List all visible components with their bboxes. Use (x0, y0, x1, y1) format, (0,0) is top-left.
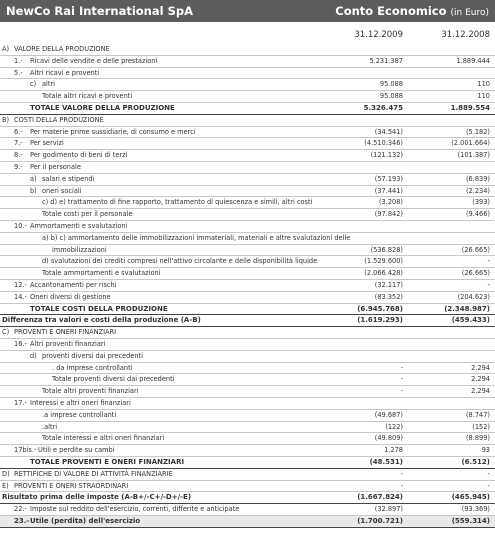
row-label: proventi diversi dai precedenti (42, 351, 143, 360)
table-row (0, 433, 495, 445)
row-label: PROVENTI E ONERI STRAORDINARI (14, 481, 129, 490)
table-row (0, 398, 495, 410)
value-2009: (121.132) (370, 151, 403, 160)
table-row (0, 115, 495, 127)
value-2008: (465.945) (451, 493, 490, 502)
value-2008: (26.665) (461, 245, 490, 254)
table-row (0, 174, 495, 186)
table-row (0, 44, 495, 56)
table-row (0, 162, 495, 174)
value-2008: - (487, 481, 490, 490)
row-label: Ammortamenti e svalutazioni (30, 222, 128, 230)
value-2009: (122) (385, 422, 403, 431)
row-label: immobilizzazioni (52, 245, 107, 254)
row-label: Per servizi (30, 139, 64, 148)
table-row (0, 504, 495, 516)
row-label: Per il personale (30, 163, 81, 171)
row-label: Utile (perdita) dell'esercizio (30, 517, 141, 525)
table-row (0, 79, 495, 91)
value-2009: - (400, 387, 403, 396)
table-row (0, 103, 495, 115)
row-label: Per godimento di beni di terzi (30, 151, 128, 160)
table-row (0, 268, 495, 280)
row-number: 17bis.- (14, 446, 37, 455)
table-row (0, 374, 495, 386)
value-2009: (49.687) (374, 410, 403, 419)
value-2008: (2.001.664) (451, 139, 490, 148)
row-label: oneri sociali (42, 186, 82, 195)
value-2008: 1.889.554 (450, 104, 490, 112)
table-row (0, 186, 495, 198)
value-2008: 110 (477, 80, 490, 89)
table-row (0, 351, 495, 363)
value-2009: (37.441) (374, 186, 403, 195)
value-2008: (152) (472, 422, 490, 431)
row-label: Utili e perdite su cambi (38, 446, 115, 455)
value-2008: (459.433) (451, 316, 490, 325)
table-row (0, 492, 495, 504)
row-label: Totale altri proventi finanziari (42, 387, 139, 396)
row-label: altri (42, 80, 56, 89)
value-2008: 2.294 (471, 363, 490, 372)
value-2008: 93 (481, 446, 490, 455)
row-number: c) (30, 80, 37, 89)
value-2009: (32.897) (374, 505, 403, 514)
row-label: COSTI DELLA PRODUZIONE (14, 115, 104, 124)
column-header-2009: 31.12.2009 (354, 30, 403, 40)
row-number: C) (2, 328, 10, 337)
table-row (0, 386, 495, 398)
row-label: a) b) c) ammortamento delle immobilizzazioni immateriali, materiali e altre svalutazioni delle (42, 233, 351, 242)
row-label: Interessi e altri oneri finanziari (30, 399, 131, 407)
value-2008: (2.348.987) (444, 304, 490, 313)
value-2008: 110 (477, 92, 490, 101)
row-number: E) (2, 481, 9, 490)
value-2009: (1.667.824) (357, 493, 403, 502)
value-2008: - (487, 257, 490, 266)
value-2009: 5.326.475 (363, 104, 403, 112)
value-2008: (9.466) (465, 210, 490, 219)
value-2008: (93.369) (461, 505, 490, 514)
value-2008: (8.747) (465, 410, 490, 419)
table-row (0, 56, 495, 68)
value-2009: 5.231.387 (369, 56, 403, 65)
row-number: 10.- (14, 222, 27, 230)
value-2008: (8.899) (465, 434, 490, 443)
row-number: D) (2, 469, 10, 478)
table-row (0, 457, 495, 469)
table-row (0, 410, 495, 422)
report-header (0, 0, 495, 22)
row-label: Ricavi delle vendite e delle prestazioni (30, 56, 158, 65)
row-label: Totale altri ricavi e proventi (42, 92, 133, 101)
table-row (0, 363, 495, 375)
row-label: TOTALE COSTI DELLA PRODUZIONE (30, 304, 168, 313)
row-label: Per materie prime sussidiarie, di consumo e merci (30, 127, 196, 136)
value-2009: (48.531) (369, 458, 403, 466)
table-row (0, 138, 495, 150)
row-label: Accantonamenti per rischi (30, 281, 117, 289)
value-2009: - (400, 375, 403, 384)
value-2008: (393) (472, 198, 490, 207)
table-row (0, 221, 495, 233)
table-row (0, 422, 495, 434)
currency-unit: (in Euro) (450, 8, 489, 18)
table-row (0, 304, 495, 316)
value-2009: (4.510.346) (364, 139, 403, 148)
company-name: NewCo Rai International SpA (6, 4, 193, 18)
row-number: 6.- (14, 127, 23, 136)
row-number: 7.- (14, 139, 23, 148)
value-2009: (83.352) (374, 292, 403, 301)
row-label: salari e stipendi (42, 174, 95, 183)
row-number: 5.- (14, 68, 23, 77)
value-2009: (6.945.768) (357, 304, 403, 313)
row-number: 14.- (14, 292, 27, 301)
column-headers (0, 30, 495, 42)
row-label: TOTALE VALORE DELLA PRODUZIONE (30, 104, 175, 112)
value-2009: (49.809) (374, 434, 403, 443)
row-label: c) d) e) trattamento di fine rapporto, trattamento di quiescenza e simili, altri costi (42, 198, 313, 207)
row-label: d) svalutazioni dei crediti compresi nell'attivo circolante e delle disponibilità liquide (42, 257, 318, 266)
value-2009: (34.541) (374, 127, 403, 136)
value-2009: (536.828) (370, 245, 403, 254)
table-row (0, 209, 495, 221)
value-2009: (1.619.293) (357, 316, 403, 325)
value-2008: (2.234) (465, 186, 490, 195)
table-row (0, 280, 495, 292)
value-2008: 2.294 (471, 375, 490, 384)
row-number: 23.- (14, 517, 30, 525)
column-header-2008: 31.12.2008 (441, 30, 490, 40)
value-2009: (3.208) (378, 198, 403, 207)
table-row (0, 233, 495, 245)
value-2009: (32.117) (374, 281, 403, 289)
value-2009: 95.088 (379, 80, 403, 89)
table-row (0, 339, 495, 351)
row-label: Totale ammortamenti e svalutazioni (42, 269, 161, 278)
table-row (0, 445, 495, 457)
row-label: Risultato prima delle imposte (A-B+/-C+/-D+/-E) (2, 493, 192, 502)
row-number: A) (2, 45, 10, 53)
row-number: 17.- (14, 399, 27, 407)
value-2008: (26.665) (461, 269, 490, 278)
value-2008: (204.623) (457, 292, 490, 301)
table-row (0, 68, 495, 80)
row-label: .altri (42, 422, 58, 431)
value-2009: - (400, 481, 403, 490)
value-2008: 2.294 (471, 387, 490, 396)
value-2008: - (487, 469, 490, 478)
row-label: Differenza tra valori e costi della produzione (A-B) (2, 316, 201, 325)
report-title (335, 4, 489, 18)
row-label: Totale proventi diversi dai precedenti (52, 375, 175, 384)
row-label: .a imprese controllanti (42, 410, 117, 419)
row-label: Imposte sul reddito dell'esercizio, correnti, differite e anticipate (30, 505, 240, 514)
table-row (0, 469, 495, 481)
row-label: RETTIFICHE DI VALORE DI ATTIVITÀ FINANZIARIE (14, 469, 173, 478)
value-2009: (1.700.721) (357, 517, 403, 525)
row-number: 9.- (14, 163, 23, 171)
value-2009: 95.088 (379, 92, 403, 101)
table-row (0, 327, 495, 339)
value-2008: (5.182) (465, 127, 490, 136)
row-label: TOTALE PROVENTI E ONERI FINANZIARI (30, 458, 185, 466)
value-2009: (2.066.428) (364, 269, 403, 278)
row-number: 8.- (14, 151, 23, 160)
table-row (0, 315, 495, 327)
row-label: Altri ricavi e proventi (30, 68, 100, 77)
table-row (0, 516, 495, 528)
row-number: B) (2, 115, 10, 124)
row-number: b) (30, 186, 37, 195)
row-label: VALORE DELLA PRODUZIONE (14, 45, 110, 53)
table-row (0, 127, 495, 139)
row-label: . da imprese controllanti (52, 363, 133, 372)
row-label: Totale costi per il personale (42, 210, 133, 219)
value-2009: 1.278 (384, 446, 403, 455)
value-2008: - (487, 281, 490, 289)
row-label: Oneri diversi di gestione (30, 292, 111, 301)
table-row (0, 91, 495, 103)
value-2009: - (400, 469, 403, 478)
report-title-text: Conto Economico (335, 4, 447, 18)
value-2008: (6.839) (465, 174, 490, 183)
table-row (0, 481, 495, 493)
row-label: Totale interessi e altri oneri finanziari (42, 434, 165, 443)
row-number: 12.- (14, 281, 27, 289)
row-number: 1.- (14, 56, 23, 65)
value-2008: (559.314) (451, 517, 490, 525)
value-2009: - (400, 363, 403, 372)
value-2008: (6.512) (461, 458, 490, 466)
row-number: d) (30, 351, 37, 360)
row-number: a) (30, 174, 37, 183)
table-row (0, 256, 495, 268)
table-row (0, 245, 495, 257)
value-2009: (57.193) (374, 174, 403, 183)
table-row (0, 150, 495, 162)
row-label: PROVENTI E ONERI FINANZIARI (14, 328, 117, 337)
row-number: 16.- (14, 340, 27, 348)
table-row (0, 197, 495, 209)
value-2009: (97.842) (374, 210, 403, 219)
row-label: Altri proventi finanziari (30, 340, 106, 348)
value-2008: 1.889.444 (456, 56, 490, 65)
row-number: 22.- (14, 505, 27, 514)
table-row (0, 292, 495, 304)
value-2009: (1.529.600) (364, 257, 403, 266)
value-2008: (101.387) (457, 151, 490, 160)
